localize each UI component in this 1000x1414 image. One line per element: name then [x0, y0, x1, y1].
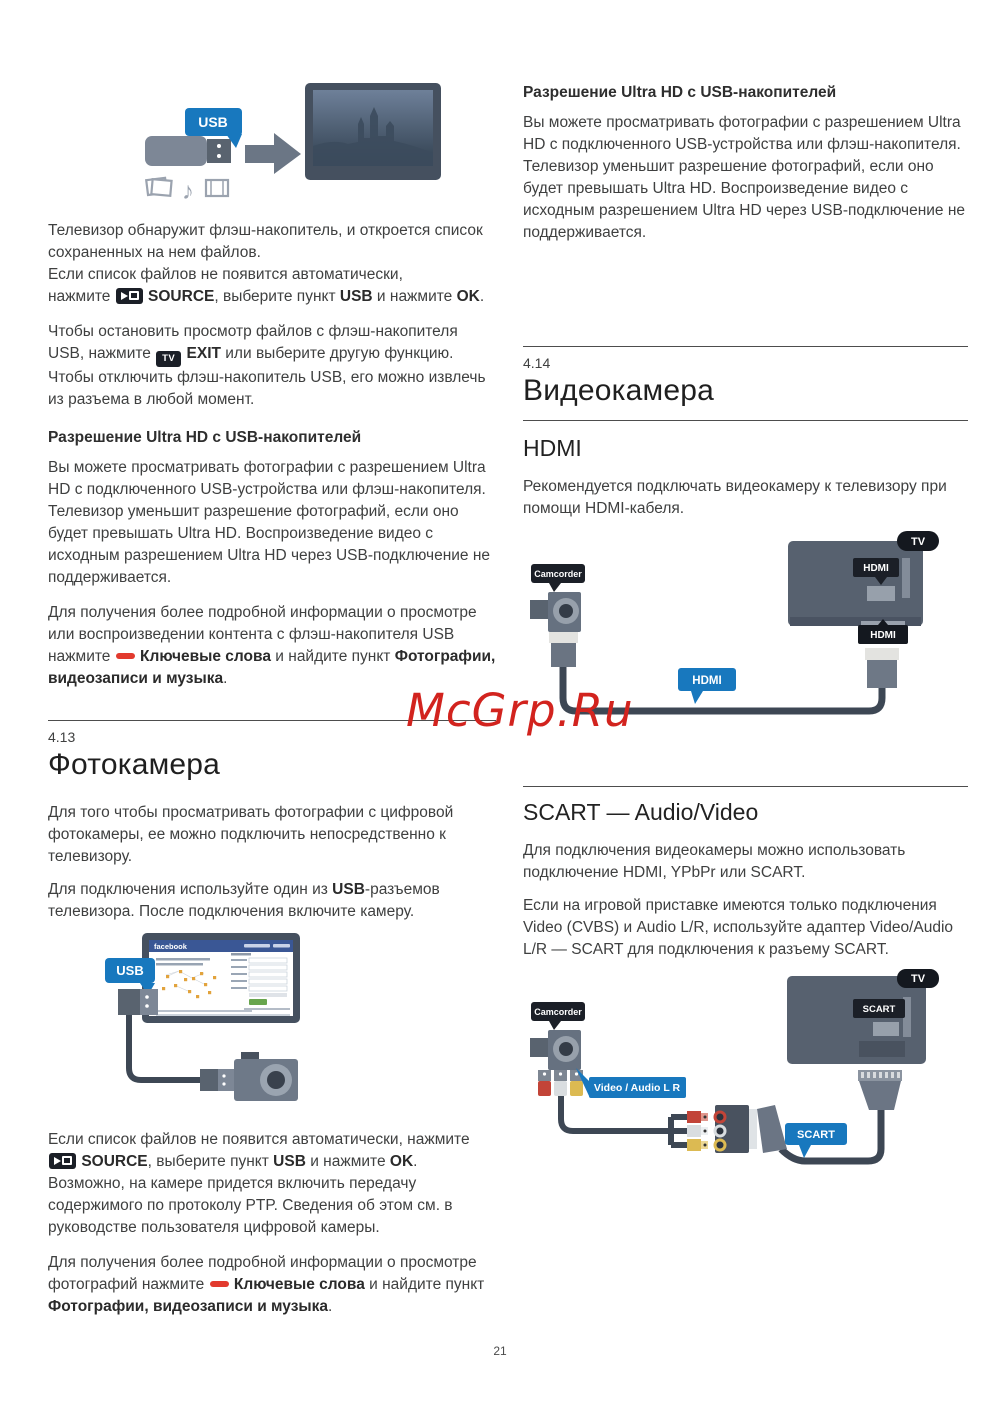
source-icon [116, 288, 143, 304]
text-run: и найдите пункт [364, 1276, 485, 1293]
paragraph-more-info [48, 602, 496, 690]
key-dash-icon [210, 1281, 229, 1287]
usb-flashdrive-tv-illustration [48, 78, 496, 208]
text-line [523, 840, 968, 884]
scart-connection-diagram [523, 969, 968, 1204]
hdmi-plug-graphic [865, 648, 899, 688]
text-line [48, 220, 496, 264]
right-column [523, 0, 968, 1204]
text-run: Рекомендуется подключать видеокамеру к телевизору при помощи HDMI-кабеля. [523, 478, 947, 517]
tv-label [897, 531, 939, 551]
section-title-photo-camera: Фотокамера [48, 748, 221, 781]
text-run: или выберите другую функцию. [220, 345, 454, 362]
scart-plug-graphic [858, 1070, 902, 1110]
text-run: . [328, 1298, 333, 1315]
scart-port-label-text: SCART [862, 1004, 896, 1015]
arrow-right-icon [245, 133, 301, 174]
heading-ultra-hd: Разрешение Ultra HD с USB-накопителей [48, 429, 362, 446]
text-run: Фотографии, видеозаписи и музыка [48, 648, 496, 687]
text-line [48, 264, 496, 286]
text-run: Для получения более подробной информации о просмотре фотографий нажмите [48, 1254, 477, 1293]
paragraph-camera-usb [48, 879, 496, 923]
text-line [523, 895, 968, 961]
subsection-divider [523, 420, 968, 421]
section-number: 4.13 [48, 729, 76, 745]
text-run: SOURCE [148, 288, 215, 305]
paragraph-camera-more-info [48, 1252, 496, 1318]
text-run: -разъемов телевизора. После подключения включите камеру. [48, 881, 440, 920]
text-run: Вы можете просматривать фотографии с разрешением Ultra HD с подключенного USB-устройства или флэш-накопителя. Телевизор уменьшит разрешение фотографий, если оно будет превышать Ultra HD. Воспроизведение видео с исходным разрешением Ultra HD через USB-подключение не поддерживается. [48, 459, 491, 586]
camcorder-label [531, 1002, 585, 1030]
text-run: . [223, 670, 228, 687]
heading-scart: SCART — Audio/Video [523, 799, 759, 825]
text-line [48, 457, 496, 589]
rca-plugs [687, 1111, 708, 1151]
hdmi-cable-label-text: HDMI [692, 675, 722, 687]
video-audio-label [576, 1068, 686, 1098]
page-number: 21 [493, 1344, 507, 1358]
paragraph-stop-browsing [48, 321, 496, 411]
paragraph-flashdrive-detect [48, 220, 496, 308]
text-run: и найдите пункт [270, 648, 395, 665]
rca-jacks [538, 1070, 583, 1096]
section-divider [523, 346, 968, 347]
paragraph-camera-connect [48, 802, 496, 868]
text-run: Телевизор обнаружит флэш-накопитель, и откроется список сохраненных на нем файлов. [48, 222, 483, 261]
hdmi-jack-label-text: HDMI [870, 630, 896, 641]
tv-label [897, 969, 939, 988]
video-audio-label-text: Video / Audio L R [593, 1082, 681, 1094]
text-run: Если список файлов не появится автоматически, нажмите [48, 1131, 470, 1148]
text-line [48, 602, 496, 690]
paragraph-hdmi [523, 476, 968, 520]
scart-cable-label-text: SCART [797, 1129, 835, 1141]
tv-label-text: TV [910, 536, 926, 548]
text-line [523, 112, 968, 244]
text-run: . [413, 1153, 418, 1170]
tv-label-text: TV [910, 973, 926, 985]
text-run: Для подключения используйте один из [48, 881, 333, 898]
facebook-logo-text: facebook [154, 942, 187, 951]
text-line [48, 879, 496, 923]
section-title-video-camera: Видеокамера [523, 374, 714, 407]
subsection-divider [523, 786, 968, 787]
tv-graphic [787, 976, 926, 1064]
camcorder-graphic [530, 592, 581, 667]
text-run: , выберите пункт [147, 1153, 274, 1170]
source-icon [49, 1153, 76, 1169]
text-run: OK [389, 1153, 414, 1170]
usb-cable [129, 1015, 200, 1080]
text-line [48, 802, 496, 868]
photo-camera-graphic [234, 1052, 298, 1101]
scart-port-label [853, 999, 905, 1018]
tv-graphic [788, 541, 923, 626]
paragraph-ultra-hd [523, 112, 968, 244]
text-line [48, 367, 496, 411]
usb-plug-top [118, 989, 158, 1015]
text-run: нажмите [48, 288, 115, 305]
text-run: и нажмите [305, 1153, 390, 1170]
usb-stick-graphic [145, 136, 231, 166]
tv-graphic [305, 83, 441, 180]
text-run: Ключевые слова [233, 1276, 365, 1293]
camcorder-graphic [530, 1030, 583, 1096]
paragraph-camera-source [48, 1129, 496, 1239]
hdmi-cable-label [678, 668, 736, 704]
text-run: Для получения более подробной информации о просмотре или воспроизведении контента с флэш-накопителя USB нажмите [48, 604, 477, 665]
left-column [48, 0, 496, 1318]
key-dash-icon [116, 653, 135, 659]
heading-ultra-hd: Разрешение Ultra HD с USB-накопителей [523, 84, 837, 101]
scart-adapter [715, 1105, 787, 1153]
paragraph-scart-adapter [523, 895, 968, 961]
film-icon [206, 180, 228, 196]
paragraph-scart-options [523, 840, 968, 884]
paragraph-ultra-hd [48, 457, 496, 589]
text-run: OK [456, 288, 480, 305]
tv-facebook-graphic [142, 933, 300, 1023]
text-line [48, 321, 496, 367]
photo-icon [146, 178, 171, 196]
text-run: Чтобы отключить флэш-накопитель USB, его можно извлечь из разъема в любой момент. [48, 369, 486, 408]
section-number: 4.14 [523, 355, 551, 371]
text-run: EXIT [186, 345, 221, 362]
text-run: Чтобы остановить просмотр файлов с флэш-накопителя USB, нажмите [48, 323, 458, 362]
watermark: McGrp.Ru [406, 684, 634, 737]
text-run: Для подключения видеокамеры можно использовать подключение HDMI, YPbPr или SCART. [523, 842, 906, 881]
usb-label-text: USB [116, 963, 144, 978]
music-note-icon: ♪ [182, 178, 194, 205]
text-run: USB [332, 881, 365, 898]
hdmi-port-label-text: HDMI [863, 563, 889, 574]
usb-label-text: USB [198, 114, 228, 130]
text-run: Если на игровой приставке имеются только подключения Video (CVBS) и Audio L/R, используйте адаптер Video/Audio L/R — SCART для подключения к разъему SCART. [523, 897, 954, 958]
text-run: Ключевые слова [140, 648, 271, 665]
hdmi-port [867, 586, 895, 601]
text-run: Вы можете просматривать фотографии с разрешением Ultra HD с подключенного USB-устройства или флэш-накопителя. Телевизор уменьшит разрешение фотографий, если оно будет превышать Ultra HD. Воспроизведение видео с исходным разрешением Ultra HD через USB-подключение не поддерживается. [523, 114, 966, 241]
heading-hdmi: HDMI [523, 435, 582, 461]
camcorder-label-text: Camcorder [534, 1007, 582, 1017]
usb-plug-camera [200, 1069, 234, 1091]
text-run: . [479, 288, 485, 305]
text-run: SOURCE [81, 1153, 148, 1170]
text-run: и нажмите [372, 288, 457, 305]
camcorder-label [531, 564, 585, 592]
camcorder-label-text: Camcorder [534, 569, 582, 579]
text-run: Возможно, на камере придется включить передачу содержимого по протоколу PTP. Сведения об этом см. в руководстве пользователя цифровой камеры. [48, 1175, 453, 1236]
text-line [523, 476, 968, 520]
tv-exit-icon: TV [156, 351, 181, 367]
camera-tv-illustration [48, 931, 496, 1121]
signup-button-graphic [249, 999, 267, 1005]
text-line [48, 1252, 496, 1318]
text-run: Фотографии, видеозаписи и музыка [48, 1298, 329, 1315]
text-line [48, 1173, 496, 1239]
text-line [48, 1129, 496, 1173]
text-run: Для того чтобы просматривать фотографии с цифровой фотокамеры, ее можно подключить непосредственно к телевизору. [48, 804, 454, 865]
scart-port [873, 1022, 899, 1036]
scart-cable-label [785, 1123, 847, 1158]
rca-cable [561, 1096, 687, 1145]
text-line [48, 286, 496, 308]
text-run: , выберите пункт [214, 288, 340, 305]
text-run: USB [339, 288, 373, 305]
text-run: Если список файлов не появится автоматически, [48, 266, 403, 283]
text-run: USB [273, 1153, 306, 1170]
